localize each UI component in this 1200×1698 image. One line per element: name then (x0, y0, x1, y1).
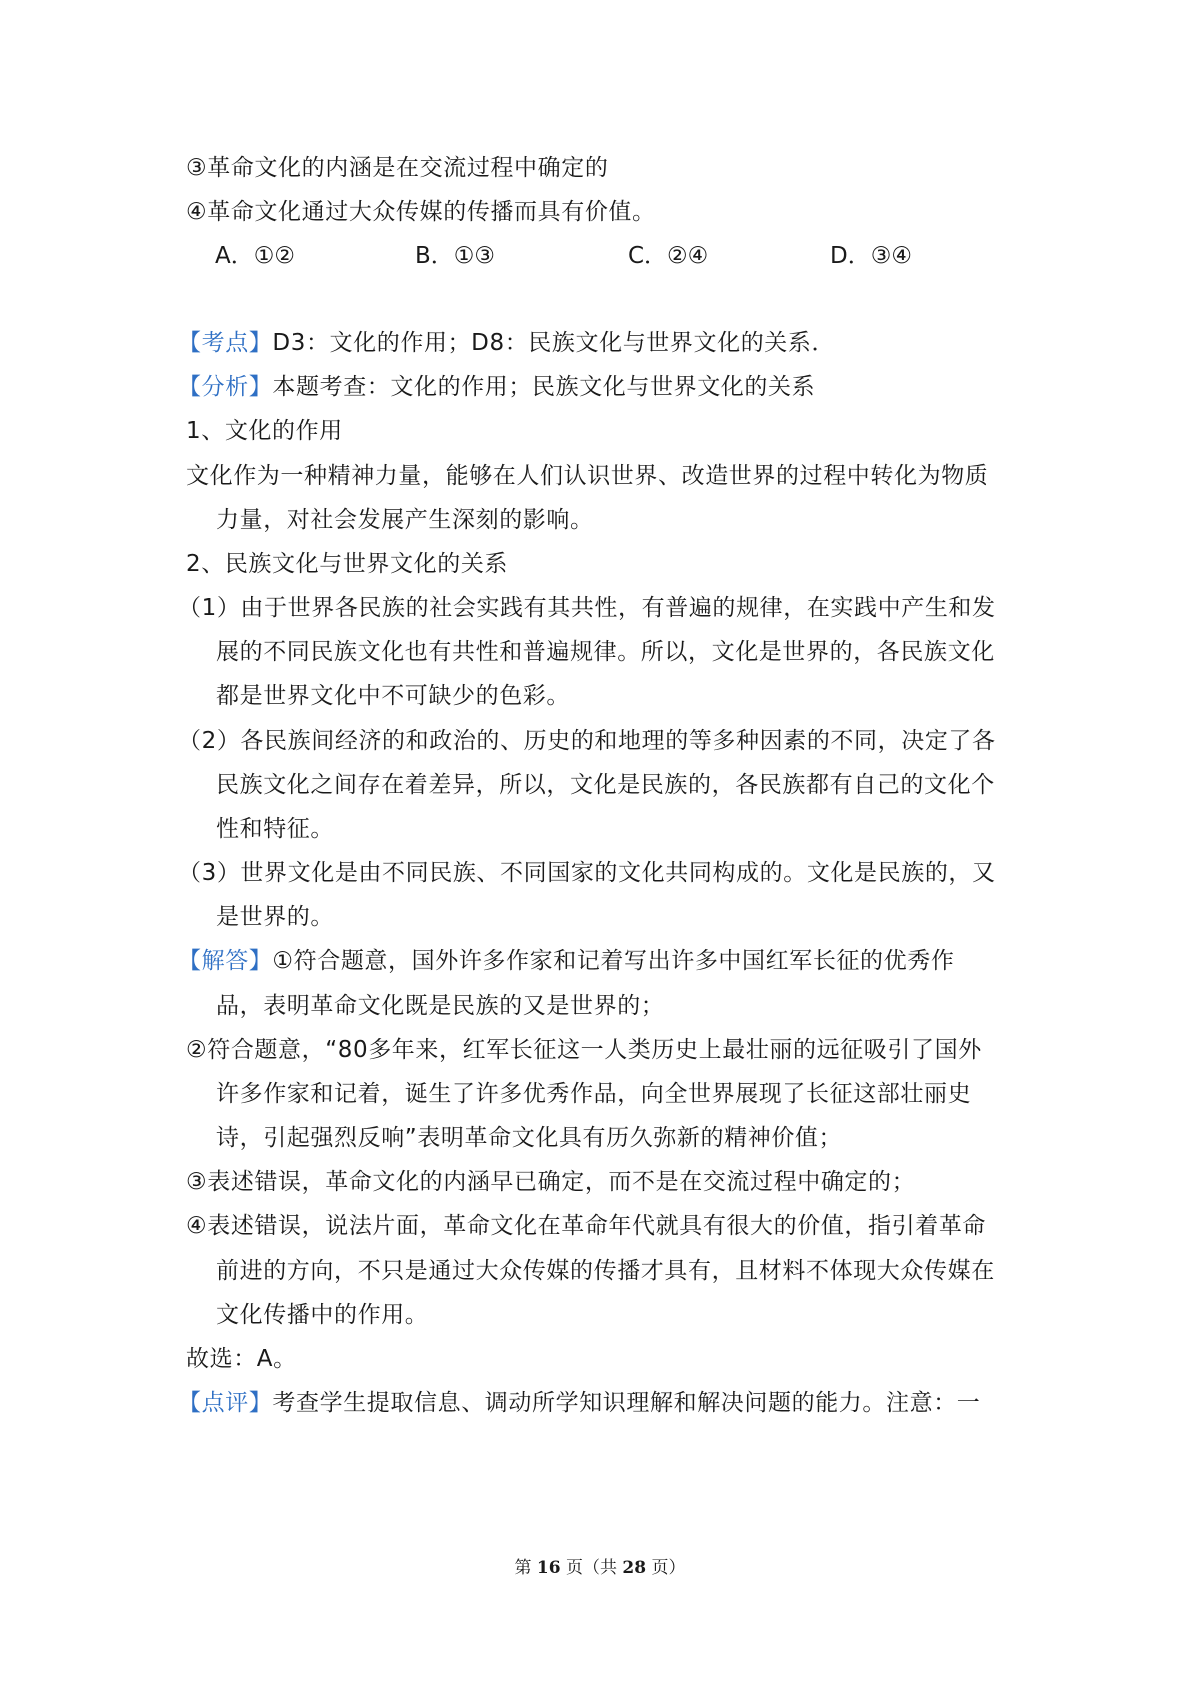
answer-choice: 故选：A。 (186, 1346, 297, 1372)
fenxi-line-7: 都是世界文化中不可缺少的色彩。 (216, 683, 570, 709)
fenxi-line-11: （3）世界文化是由不同民族、不同国家的文化共同构成的。文化是民族的，又 (178, 860, 996, 886)
dianping-text: 考查学生提取信息、调动所学知识理解和解决问题的能力。注意：一 (272, 1390, 981, 1416)
question-item-3: ③革命文化的内涵是在交流过程中确定的 (186, 155, 609, 181)
fenxi-tag: 【分析】 (178, 374, 273, 400)
page-footer (0, 1553, 1200, 1578)
option-b: B．①③ (415, 243, 496, 269)
fenxi-line (178, 371, 815, 403)
kaodian-text: D3：文化的作用；D8：民族文化与世界文化的关系． (272, 330, 836, 356)
jieda-line-1: 品，表明革命文化既是民族的又是世界的； (216, 993, 665, 1019)
option-c: C．②④ (628, 243, 709, 269)
jieda-text: ①符合题意，国外许多作家和记着写出许多中国红军长征的优秀作 (272, 948, 955, 974)
jieda-line-2: ②符合题意，“80多年来，红军长征这一人类历史上最壮丽的远征吸引了国外 (186, 1037, 982, 1063)
option-a: A．①② (215, 243, 295, 269)
jieda-line-3: 许多作家和记着，诞生了许多优秀作品，向全世界展现了长征这部壮丽史 (216, 1081, 972, 1107)
fenxi-line-6: 展的不同民族文化也有共性和普遍规律。所以，文化是世界的，各民族文化 (216, 639, 995, 665)
jieda-line-6: ④表述错误，说法片面，革命文化在革命年代就具有很大的价值，指引着革命 (186, 1213, 987, 1239)
footer-suffix: 页） (646, 1558, 686, 1578)
option-d: D．③④ (830, 243, 912, 269)
fenxi-line-4: 2、民族文化与世界文化的关系 (186, 551, 509, 577)
kaodian-line (178, 327, 835, 359)
dianping-tag: 【点评】 (178, 1390, 273, 1416)
fenxi-text: 本题考查：文化的作用；民族文化与世界文化的关系 (272, 374, 816, 400)
kaodian-tag: 【考点】 (178, 330, 273, 356)
fenxi-line-3: 力量，对社会发展产生深刻的影响。 (216, 507, 594, 533)
fenxi-line-9: 民族文化之间存在着差异，所以，文化是民族的，各民族都有自己的文化个 (216, 772, 995, 798)
jieda-tag: 【解答】 (178, 948, 273, 974)
fenxi-line-10: 性和特征。 (216, 816, 334, 842)
fenxi-line-8: （2）各民族间经济的和政治的、历史的和地理的等多种因素的不同，决定了各 (178, 728, 996, 754)
fenxi-line-5: （1）由于世界各民族的社会实践有其共性，有普遍的规律，在实践中产生和发 (178, 595, 996, 621)
footer-total-pages: 28 (622, 1558, 647, 1578)
fenxi-line-2: 文化作为一种精神力量，能够在人们认识世界、改造世界的过程中转化为物质 (186, 463, 989, 489)
footer-middle: 页（共 (560, 1558, 623, 1578)
fenxi-line-1: 1、文化的作用 (186, 418, 343, 444)
dianping-line (178, 1387, 980, 1419)
jieda-line (178, 945, 954, 977)
footer-prefix: 第 (514, 1558, 537, 1578)
jieda-line-7: 前进的方向，不只是通过大众传媒的传播才具有，且材料不体现大众传媒在 (216, 1258, 995, 1284)
jieda-line-8: 文化传播中的作用。 (216, 1302, 429, 1328)
jieda-line-4: 诗，引起强烈反响”表明革命文化具有历久弥新的精神价值； (216, 1125, 843, 1151)
question-item-4: ④革命文化通过大众传媒的传播而具有价值。 (186, 199, 656, 225)
jieda-line-5: ③表述错误，革命文化的内涵早已确定，而不是在交流过程中确定的； (186, 1169, 916, 1195)
footer-page-number: 16 (536, 1558, 561, 1578)
fenxi-line-12: 是世界的。 (216, 904, 334, 930)
